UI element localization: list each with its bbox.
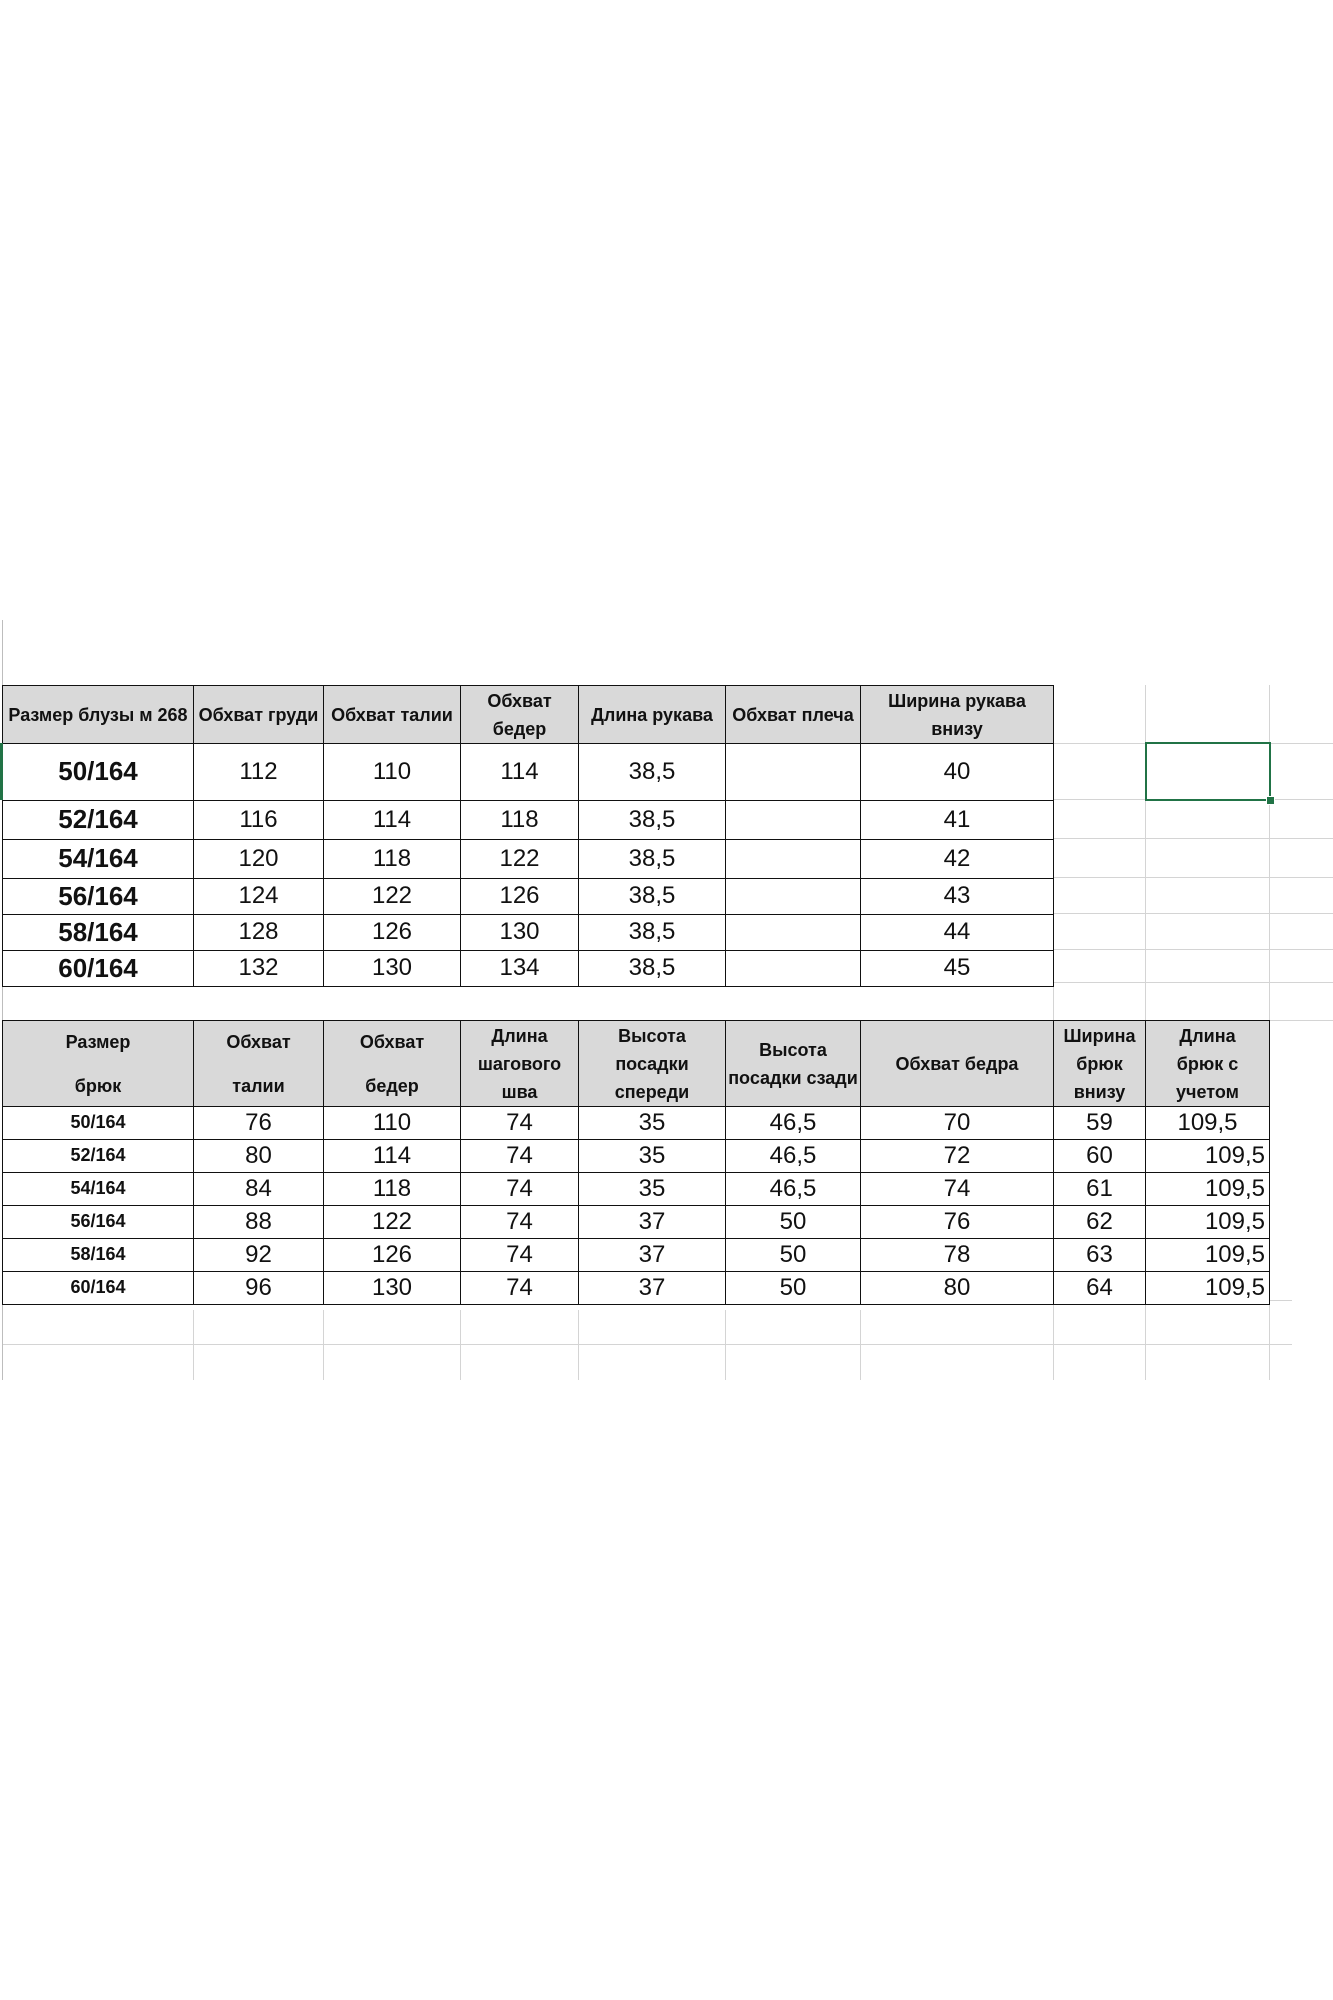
trousers-value-cell[interactable]: 74: [860, 1172, 1054, 1206]
blouse-size-cell[interactable]: 52/164: [2, 800, 194, 840]
trousers-value-cell[interactable]: 60: [1053, 1139, 1146, 1173]
header-text-line: спереди: [614, 1081, 690, 1102]
trousers-value-cell[interactable]: 76: [193, 1106, 324, 1140]
gridline-horizontal: [1053, 877, 1333, 878]
header-text-line: Обхват талии: [331, 704, 453, 725]
header-text-line: Обхват бедра: [895, 1053, 1019, 1074]
trousers-value-cell[interactable]: 74: [460, 1205, 579, 1239]
trousers-value-cell[interactable]: 109,5: [1145, 1172, 1270, 1206]
trousers-value-cell[interactable]: 88: [193, 1205, 324, 1239]
header-text-line: внизу: [1073, 1081, 1126, 1102]
header-text-line: брюк: [1076, 1053, 1123, 1074]
trousers-value-cell[interactable]: 35: [578, 1139, 726, 1173]
trousers-header-6: [860, 1020, 1054, 1107]
trousers-header-2: [323, 1020, 461, 1107]
blouse-size-cell[interactable]: 56/164: [2, 878, 194, 915]
blouse-value-cell[interactable]: 114: [323, 800, 461, 840]
blouse-value-cell[interactable]: 38,5: [578, 914, 726, 951]
trousers-value-cell[interactable]: 126: [323, 1238, 461, 1272]
active-row-marker: [0, 743, 3, 800]
gridline-vertical: [860, 1310, 861, 1380]
header-text-line: Обхват плеча: [732, 704, 854, 725]
blouse-value-cell[interactable]: 126: [323, 914, 461, 951]
trousers-value-cell[interactable]: 74: [460, 1172, 579, 1206]
trousers-value-cell[interactable]: 130: [323, 1271, 461, 1305]
header-text-line: Высота: [759, 1039, 827, 1060]
trousers-size-cell[interactable]: 50/164: [2, 1106, 194, 1140]
blouse-value-cell[interactable]: 134: [460, 950, 579, 987]
header-text-line: шва: [501, 1081, 538, 1102]
blouse-value-cell[interactable]: 38,5: [578, 950, 726, 987]
trousers-size-cell[interactable]: 58/164: [2, 1238, 194, 1272]
blouse-header-1: [193, 685, 324, 744]
blouse-value-cell[interactable]: [725, 914, 861, 951]
trousers-value-cell[interactable]: 92: [193, 1238, 324, 1272]
blouse-value-cell[interactable]: 41: [860, 800, 1054, 840]
blouse-value-cell[interactable]: 114: [460, 743, 579, 801]
gridline-horizontal: [2, 1344, 1292, 1345]
blouse-value-cell[interactable]: 132: [193, 950, 324, 987]
header-text-line: Высота: [618, 1025, 686, 1046]
trousers-value-cell[interactable]: 118: [323, 1172, 461, 1206]
blouse-value-cell[interactable]: 122: [323, 878, 461, 915]
trousers-value-cell[interactable]: 109,5: [1145, 1238, 1270, 1272]
trousers-size-cell[interactable]: 54/164: [2, 1172, 194, 1206]
trousers-value-cell[interactable]: 80: [860, 1271, 1054, 1305]
header-text-line: бедер: [365, 1075, 419, 1096]
selected-cell[interactable]: [1145, 742, 1271, 801]
blouse-value-cell[interactable]: 112: [193, 743, 324, 801]
gridline-vertical: [323, 1310, 324, 1380]
blouse-size-cell[interactable]: 60/164: [2, 950, 194, 987]
header-text-line: посадки сзади: [728, 1067, 858, 1088]
trousers-value-cell[interactable]: 122: [323, 1205, 461, 1239]
blouse-value-cell[interactable]: [725, 839, 861, 879]
header-text-line: брюк с: [1176, 1053, 1239, 1074]
trousers-value-cell[interactable]: 37: [578, 1271, 726, 1305]
header-text-line: посадки: [615, 1053, 689, 1074]
trousers-size-cell[interactable]: 56/164: [2, 1205, 194, 1239]
header-text-line: Обхват груди: [198, 704, 319, 725]
trousers-value-cell[interactable]: 109,5: [1145, 1106, 1270, 1140]
blouse-size-cell[interactable]: 50/164: [2, 743, 194, 801]
trousers-value-cell[interactable]: 37: [578, 1238, 726, 1272]
header-text-line: внизу: [931, 718, 983, 739]
blouse-value-cell[interactable]: 43: [860, 878, 1054, 915]
trousers-header-0: [2, 1020, 194, 1107]
gridline-vertical: [193, 1310, 194, 1380]
blouse-value-cell[interactable]: 130: [460, 914, 579, 951]
gridline-vertical: [578, 1310, 579, 1380]
header-text-line: Ширина рукава: [888, 690, 1026, 711]
trousers-value-cell[interactable]: 64: [1053, 1271, 1146, 1305]
blouse-value-cell[interactable]: [725, 743, 861, 801]
trousers-value-cell[interactable]: 46,5: [725, 1139, 861, 1173]
blouse-value-cell[interactable]: 122: [460, 839, 579, 879]
header-text-line: Размер: [65, 1031, 131, 1052]
header-text-line: Длина рукава: [591, 704, 713, 725]
trousers-value-cell[interactable]: 74: [460, 1139, 579, 1173]
trousers-value-cell[interactable]: 74: [460, 1238, 579, 1272]
header-text-line: Длина: [491, 1025, 548, 1046]
header-text-line: Обхват: [226, 1031, 291, 1052]
trousers-value-cell[interactable]: 61: [1053, 1172, 1146, 1206]
blouse-value-cell[interactable]: 44: [860, 914, 1054, 951]
trousers-value-cell[interactable]: 35: [578, 1106, 726, 1140]
trousers-value-cell[interactable]: 46,5: [725, 1172, 861, 1206]
trousers-value-cell[interactable]: 109,5: [1145, 1205, 1270, 1239]
gridline-vertical: [1269, 1310, 1270, 1380]
blouse-value-cell[interactable]: [725, 800, 861, 840]
trousers-value-cell[interactable]: 74: [460, 1271, 579, 1305]
gridline-horizontal: [1053, 913, 1333, 914]
gridline-vertical: [460, 1310, 461, 1380]
header-text-line: Обхват: [359, 1031, 425, 1052]
trousers-size-cell[interactable]: 52/164: [2, 1139, 194, 1173]
blouse-value-cell[interactable]: 126: [460, 878, 579, 915]
blouse-value-cell[interactable]: 128: [193, 914, 324, 951]
blouse-value-cell[interactable]: 130: [323, 950, 461, 987]
blouse-value-cell[interactable]: 124: [193, 878, 324, 915]
trousers-header-1: [193, 1020, 324, 1107]
blouse-value-cell[interactable]: 110: [323, 743, 461, 801]
header-text-line: Обхват: [487, 690, 552, 711]
trousers-value-cell[interactable]: 50: [725, 1205, 861, 1239]
blouse-header-0: [2, 685, 194, 744]
blouse-value-cell[interactable]: 40: [860, 743, 1054, 801]
trousers-value-cell[interactable]: 96: [193, 1271, 324, 1305]
blouse-header-6: [860, 685, 1054, 744]
trousers-value-cell[interactable]: 110: [323, 1106, 461, 1140]
trousers-value-cell[interactable]: 59: [1053, 1106, 1146, 1140]
trousers-value-cell[interactable]: 62: [1053, 1205, 1146, 1239]
header-text-line: Размер блузы м 268: [8, 704, 188, 725]
trousers-size-cell[interactable]: 60/164: [2, 1271, 194, 1305]
blouse-value-cell[interactable]: 120: [193, 839, 324, 879]
blouse-value-cell[interactable]: 38,5: [578, 839, 726, 879]
fill-handle[interactable]: [1266, 796, 1275, 805]
trousers-value-cell[interactable]: 46,5: [725, 1106, 861, 1140]
header-text-line: брюк: [74, 1075, 122, 1096]
gridline-vertical: [725, 1310, 726, 1380]
header-text-line: учетом: [1176, 1081, 1239, 1102]
blouse-header-3: [460, 685, 579, 744]
blouse-value-cell[interactable]: [725, 878, 861, 915]
trousers-header-7: [1053, 1020, 1146, 1107]
trousers-value-cell[interactable]: 72: [860, 1139, 1054, 1173]
trousers-value-cell[interactable]: 109,5: [1145, 1271, 1270, 1305]
blouse-value-cell[interactable]: [725, 950, 861, 987]
trousers-value-cell[interactable]: 50: [725, 1271, 861, 1305]
blouse-value-cell[interactable]: 118: [323, 839, 461, 879]
trousers-value-cell[interactable]: 35: [578, 1172, 726, 1206]
blouse-size-cell[interactable]: 54/164: [2, 839, 194, 879]
trousers-value-cell[interactable]: 76: [860, 1205, 1054, 1239]
gridline-horizontal: [1053, 838, 1333, 839]
header-text-line: шагового: [477, 1053, 562, 1074]
blouse-header-5: [725, 685, 861, 744]
blouse-value-cell[interactable]: 38,5: [578, 743, 726, 801]
trousers-value-cell[interactable]: 78: [860, 1238, 1054, 1272]
spreadsheet-grid[interactable]: [0, 620, 1333, 1380]
blouse-value-cell[interactable]: 38,5: [578, 800, 726, 840]
trousers-value-cell[interactable]: 80: [193, 1139, 324, 1173]
trousers-value-cell[interactable]: 63: [1053, 1238, 1146, 1272]
trousers-header-3: [460, 1020, 579, 1107]
trousers-header-8: [1145, 1020, 1270, 1107]
header-text-line: талии: [232, 1075, 285, 1096]
blouse-header-4: [578, 685, 726, 744]
header-text-line: Ширина: [1063, 1025, 1136, 1046]
header-text-line: бедер: [492, 718, 547, 739]
trousers-value-cell[interactable]: 37: [578, 1205, 726, 1239]
trousers-header-5: [725, 1020, 861, 1107]
blouse-header-2: [323, 685, 461, 744]
blouse-size-cell[interactable]: 58/164: [2, 914, 194, 951]
blouse-value-cell[interactable]: 38,5: [578, 878, 726, 915]
trousers-value-cell[interactable]: 74: [460, 1106, 579, 1140]
gridline-horizontal: [1053, 949, 1333, 950]
trousers-value-cell[interactable]: 70: [860, 1106, 1054, 1140]
trousers-header-4: [578, 1020, 726, 1107]
blouse-value-cell[interactable]: 118: [460, 800, 579, 840]
header-text-line: Длина: [1179, 1025, 1236, 1046]
blouse-value-cell[interactable]: 45: [860, 950, 1054, 987]
trousers-value-cell[interactable]: 109,5: [1145, 1139, 1270, 1173]
blouse-value-cell[interactable]: 42: [860, 839, 1054, 879]
trousers-value-cell[interactable]: 114: [323, 1139, 461, 1173]
gridline-horizontal: [1053, 982, 1333, 983]
trousers-value-cell[interactable]: 50: [725, 1238, 861, 1272]
trousers-value-cell[interactable]: 84: [193, 1172, 324, 1206]
blouse-value-cell[interactable]: 116: [193, 800, 324, 840]
